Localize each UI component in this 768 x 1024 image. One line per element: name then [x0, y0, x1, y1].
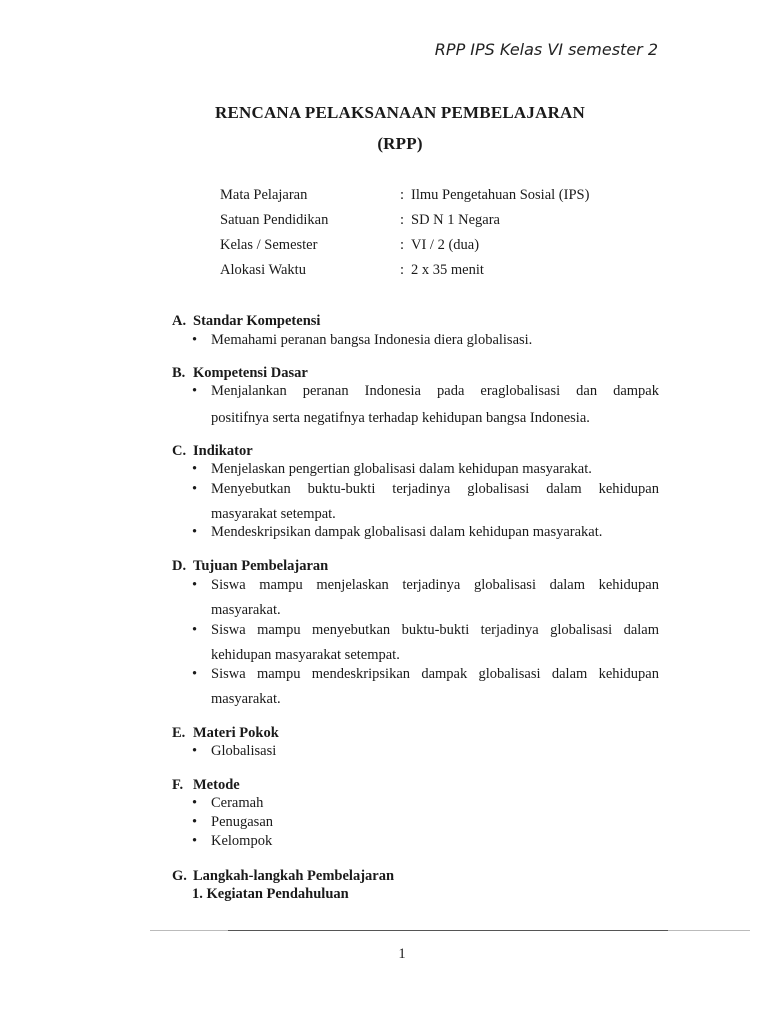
- section-letter: C.: [172, 443, 187, 459]
- section-f-heading: [172, 777, 240, 794]
- section-title: Tujuan Pembelajaran: [193, 558, 329, 574]
- footer-divider-center: [228, 930, 668, 931]
- page-number: 1: [398, 946, 406, 962]
- info-label: Alokasi Waktu: [220, 262, 306, 278]
- list-item: Memahami peranan bangsa Indonesia diera globalisasi.: [211, 332, 533, 348]
- section-c-heading: [172, 443, 253, 460]
- section-letter: A.: [172, 313, 187, 329]
- section-title: Kompetensi Dasar: [193, 365, 308, 381]
- section-g-heading: [172, 868, 394, 885]
- section-letter: B.: [172, 365, 186, 381]
- section-letter: D.: [172, 558, 187, 574]
- bullet-icon: •: [192, 622, 198, 638]
- info-label: Kelas / Semester: [220, 237, 318, 253]
- info-separator: :: [400, 187, 405, 203]
- bullet-icon: •: [192, 743, 198, 759]
- list-item: Menjalankan peranan Indonesia pada eraglobalisasi dan dampak: [211, 383, 659, 399]
- bullet-icon: •: [192, 833, 198, 849]
- list-item-continuation: kehidupan masyarakat setempat.: [211, 647, 400, 663]
- running-header: RPP IPS Kelas VI semester 2: [434, 40, 658, 59]
- section-title: Metode: [193, 777, 240, 793]
- list-item: Mendeskripsikan dampak globalisasi dalam kehidupan masyarakat.: [211, 524, 603, 540]
- section-title: Langkah-langkah Pembelajaran: [193, 868, 395, 884]
- section-title: Indikator: [193, 443, 253, 459]
- section-letter: G.: [172, 868, 187, 884]
- list-item-continuation: masyarakat.: [211, 602, 281, 618]
- bullet-icon: •: [192, 481, 198, 497]
- bullet-icon: •: [192, 577, 198, 593]
- document-subtitle: (RPP): [377, 134, 423, 153]
- list-item-continuation: masyarakat.: [211, 691, 281, 707]
- bullet-icon: •: [192, 524, 198, 540]
- info-separator: :: [400, 262, 405, 278]
- section-a-heading: [172, 313, 320, 330]
- section-letter: E.: [172, 725, 186, 741]
- list-item: Penugasan: [211, 814, 274, 830]
- info-value: SD N 1 Negara: [411, 212, 500, 228]
- bullet-icon: •: [192, 461, 198, 477]
- list-item-continuation: masyarakat setempat.: [211, 506, 336, 522]
- bullet-icon: •: [192, 666, 198, 682]
- bullet-icon: •: [192, 795, 198, 811]
- section-title: Standar Kompetensi: [193, 313, 321, 329]
- info-value: Ilmu Pengetahuan Sosial (IPS): [411, 187, 590, 203]
- bullet-icon: •: [192, 383, 198, 399]
- list-item: Kelompok: [211, 833, 273, 849]
- info-value: 2 x 35 menit: [411, 262, 484, 278]
- bullet-icon: •: [192, 814, 198, 830]
- section-b-heading: [172, 365, 308, 382]
- list-item-continuation: positifnya serta negatifnya terhadap kehidupan bangsa Indonesia.: [211, 410, 590, 426]
- section-letter: F.: [172, 777, 184, 793]
- bullet-icon: •: [192, 332, 198, 348]
- subsection-heading: 1. Kegiatan Pendahuluan: [192, 886, 349, 902]
- section-title: Materi Pokok: [193, 725, 279, 741]
- info-label: Mata Pelajaran: [220, 187, 308, 203]
- info-label: Satuan Pendidikan: [220, 212, 329, 228]
- list-item: Siswa mampu menjelaskan terjadinya globalisasi dalam kehidupan: [211, 577, 659, 593]
- section-d-heading: [172, 558, 328, 575]
- list-item: Globalisasi: [211, 743, 277, 759]
- list-item: Ceramah: [211, 795, 264, 811]
- info-separator: :: [400, 212, 405, 228]
- info-value: VI / 2 (dua): [411, 237, 480, 253]
- document-title: RENCANA PELAKSANAAN PEMBELAJARAN: [214, 103, 586, 122]
- section-e-heading: [172, 725, 279, 742]
- list-item: Menyebutkan buktu-bukti terjadinya globalisasi dalam kehidupan: [211, 481, 659, 497]
- list-item: Siswa mampu mendeskripsikan dampak globalisasi dalam kehidupan: [211, 666, 659, 682]
- info-separator: :: [400, 237, 405, 253]
- list-item: Menjelaskan pengertian globalisasi dalam kehidupan masyarakat.: [211, 461, 592, 477]
- list-item: Siswa mampu menyebutkan buktu-bukti terjadinya globalisasi dalam: [211, 622, 659, 638]
